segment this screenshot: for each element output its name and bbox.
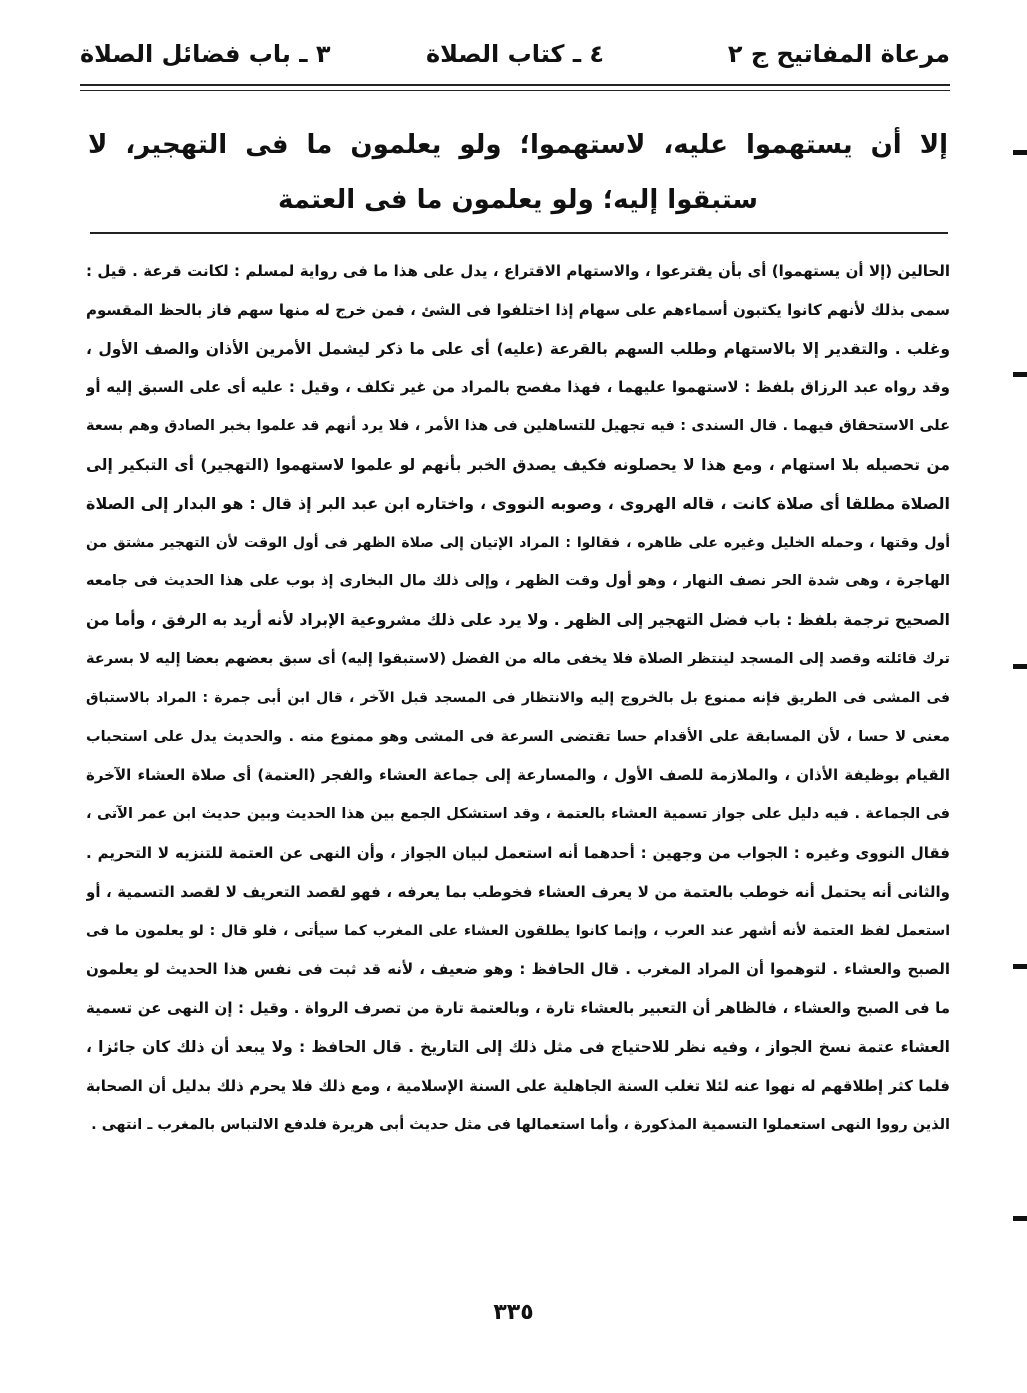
commentary-line: استعمل لفظ العتمة لأنه أشهر عند العرب ، وإنما كانوا يطلقون العشاء على المغرب كما سيأتى ، فلو قال : لو يعلمون ما فى bbox=[86, 922, 950, 939]
commentary bbox=[86, 252, 950, 1144]
commentary-line: أول وقتها ، وحمله الخليل وغيره على ظاهره ، فقالوا : المراد الإتيان إلى صلاة الظهر فى أول الوقت لأن التهجير مشتق من bbox=[86, 534, 950, 551]
commentary-line: من تحصيله بلا استهام ، ومع هذا لا يحصلونه فكيف يصدق الخبر بأنهم لو علموا لاستهموا (التهجير) أى التبكير إلى bbox=[86, 455, 950, 474]
scan-margin-mark bbox=[1013, 372, 1027, 377]
commentary-line: فى المشى فى الطريق فإنه ممنوع بل بالخروج إليه والانتظار فى المسجد قبل الآخر ، قال ابن أبى جمرة : المراد بالاستباق bbox=[86, 689, 950, 706]
header-chapter: ٤ ـ كتاب الصلاة bbox=[425, 40, 605, 68]
commentary-line: الذين رووا النهى استعملوا التسمية المذكورة ، وأما استعمالها فى مثل حديث أبى هريرة فلدفع الالتباس بالمغرب ـ انتهى . bbox=[91, 1116, 950, 1133]
running-header bbox=[80, 30, 950, 78]
commentary-line: والثانى أنه يحتمل أنه خوطب بالعتمة من لا يعرف العشاء فخوطب بما يعرفه ، فهو لقصد التعريف لا لقصد التسمية ، أو bbox=[86, 882, 950, 901]
commentary-line: الصحيح ترجمة بلفظ : باب فضل التهجير إلى الظهر . ولا يرد على ذلك مشروعية الإبراد لأنه أريد به الرفق ، وأما من bbox=[86, 611, 950, 630]
commentary-line: الهاجرة ، وهى شدة الحر نصف النهار ، وهو أول وقت الظهر ، وإلى ذلك مال البخارى إذ بوب على هذا الحديث فى جامعه bbox=[86, 573, 950, 590]
commentary-line: معنى لا حسا ، لأن المسابقة على الأقدام حسا تقتضى السرعة فى المشى وهو ممنوع منه . والحديث يدل على استحباب bbox=[86, 728, 950, 745]
header-book-title: مرعاة المفاتيح ج ٢ bbox=[727, 40, 950, 68]
commentary-line: فقال النووى وغيره : الجواب من وجهين : أحدهما أنه استعمل لبيان الجواز ، وأن النهى عن العتمة للتنزيه لا التحريم . bbox=[86, 843, 950, 862]
commentary-line: القيام بوظيفة الأذان ، والملازمة للصف الأول ، والمسارعة إلى جماعة العشاء والفجر (العتمة) أى صلاة العشاء الآخرة bbox=[86, 766, 950, 785]
text-divider bbox=[90, 232, 948, 234]
commentary-line: وغلب . والتقدير إلا بالاستهام وطلب السهم بالقرعة (عليه) أى على ما ذكر ليشمل الأمرين الأذان والصف الأول ، bbox=[86, 339, 950, 358]
commentary-line: الحالين (إلا أن يستهموا) أى بأن يقترعوا ، والاستهام الاقتراع ، يدل على هذا ما فى رواية لمسلم : لكانت قرعة . قيل : bbox=[86, 262, 950, 280]
commentary-line: فلما كثر إطلاقهم له نهوا عنه لئلا تغلب السنة الجاهلية على السنة الإسلامية ، ومع ذلك فلا يحرم ذلك بدليل أن الصحابة bbox=[86, 1076, 950, 1095]
commentary-line: ما فى الصبح والعشاء ، فالظاهر أن التعبير بالعشاء تارة ، وبالعتمة تارة من تصرف الرواة . وقيل : إن النهى عن تسمية bbox=[86, 999, 950, 1018]
page-number: ٣٣٥ bbox=[493, 1300, 534, 1325]
commentary-line: العشاء عتمة نسخ الجواز ، وفيه نظر للاحتياج فى مثل ذلك إلى التاريخ . قال الحافظ : ولا يبعد أن ذلك كان جائزا ، bbox=[86, 1037, 950, 1056]
commentary-line: الصلاة مطلقا أى صلاة كانت ، قاله الهروى ، وصوبه النووى ، واختاره ابن عبد البر إذ قال : هو البدار إلى الصلاة bbox=[86, 493, 950, 513]
header-divider bbox=[80, 84, 950, 91]
scan-margin-mark bbox=[1013, 150, 1027, 155]
hadith-text: إلا أن يستهموا عليه، لاستهموا؛ ولو يعلمون ما فى التهجير، لا ستبقوا إليه؛ ولو يعلمون ما فى العتمة bbox=[88, 130, 948, 215]
commentary-line: فى الجماعة . فيه دليل على جواز تسمية العشاء بالعتمة ، وقد استشكل الجمع بين هذا الحديث وبين حديث ابن عمر الآتى ، bbox=[86, 806, 950, 823]
scan-margin-mark bbox=[1013, 664, 1027, 669]
scan-margin-mark bbox=[1013, 1216, 1027, 1221]
scan-margin-mark bbox=[1013, 964, 1027, 969]
header-section: ٣ ـ باب فضائل الصلاة bbox=[80, 40, 331, 68]
commentary-line: على الاستحقاق فيهما . قال السندى : فيه تجهيل للتساهلين فى هذا الأمر ، فلا يرد أنهم قد علموا بخبر الصادق وهم بسعة bbox=[86, 418, 950, 435]
commentary-line: سمى بذلك لأنهم كانوا يكتبون أسماءهم على سهام إذا اختلفوا فى الشئ ، فمن خرج له منها سهم فاز بالحظ المقسوم bbox=[86, 300, 950, 319]
commentary-line: وقد رواه عبد الرزاق بلفظ : لاستهموا عليهما ، فهذا مفصح بالمراد من غير تكلف ، وقيل : عليه أى على السبق إليه أو bbox=[86, 378, 950, 397]
commentary-line: الصبح والعشاء . لتوهموا أن المراد المغرب . قال الحافظ : وهو ضعيف ، لأنه قد ثبت فى نفس هذا الحديث لو يعلمون bbox=[86, 960, 950, 979]
commentary-line: ترك قائلته وقصد إلى المسجد لينتظر الصلاة فلا يخفى ماله من الفضل (لاستبقوا إليه) أى سبق بعضهم بعضا إليه لا بسرعة bbox=[86, 650, 950, 667]
